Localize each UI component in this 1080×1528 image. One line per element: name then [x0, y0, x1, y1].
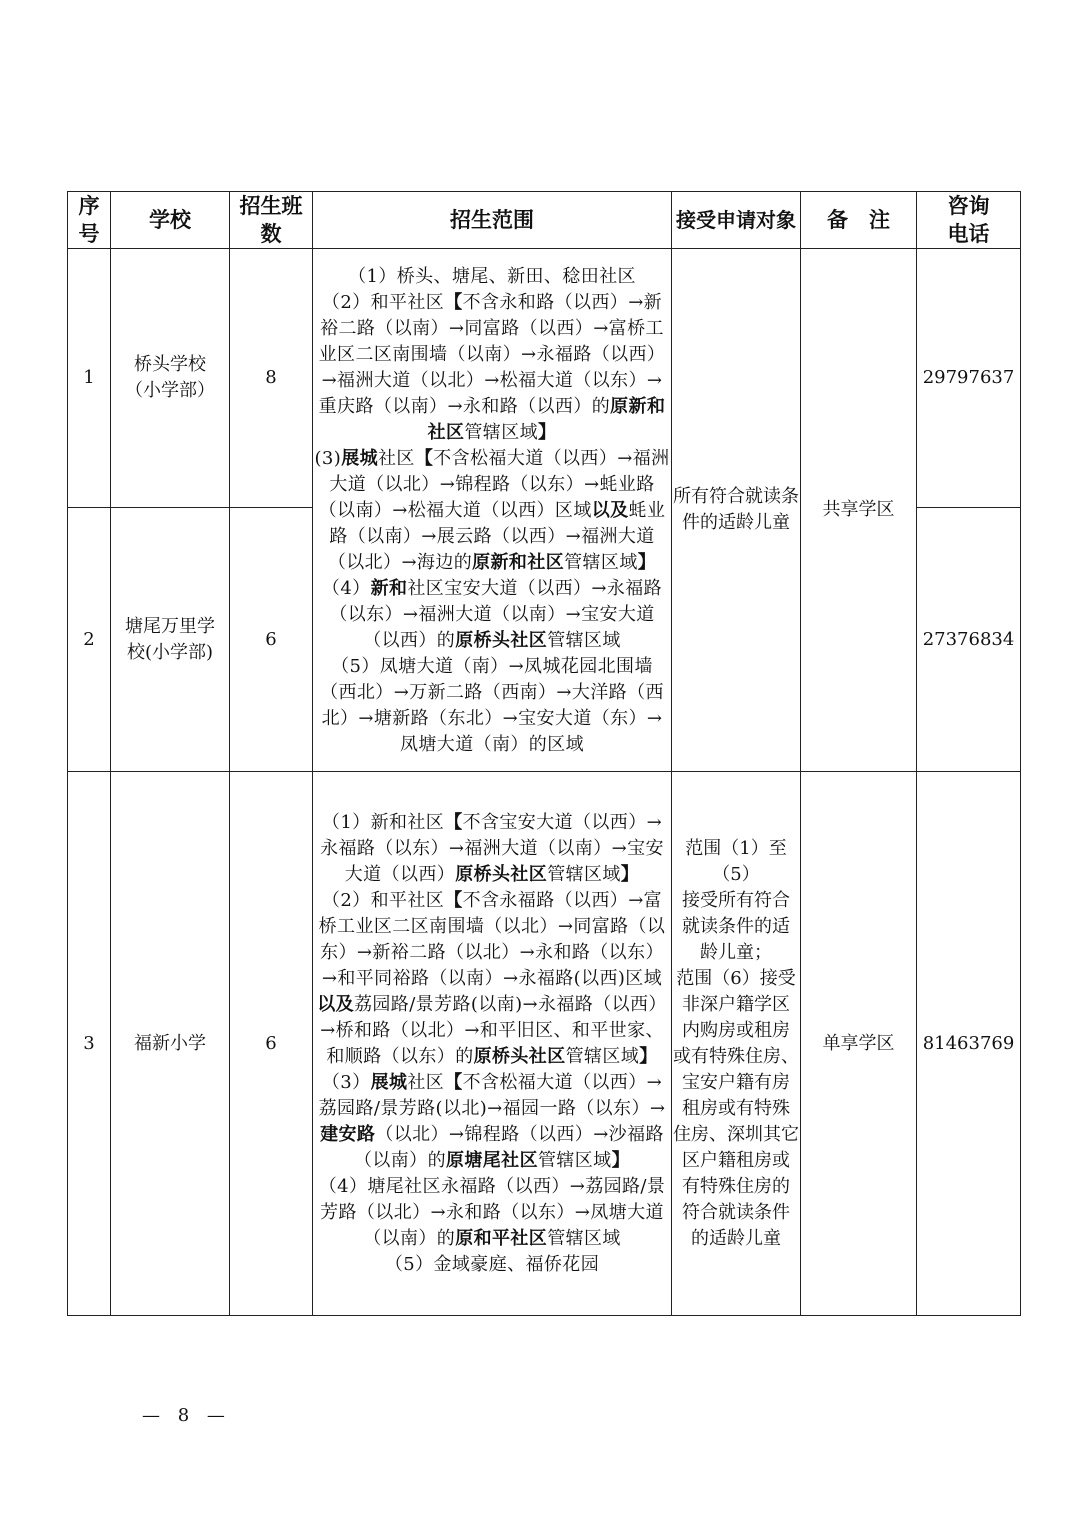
range-item: （4）塘尾社区永福路（以西）→荔园路/景芳路（以北）→永和路（以东）→凤塘大道（以南）的原和平社区管辖区域 [318, 1176, 666, 1249]
range-item: （2）和平社区【不含永和路（以西）→新裕二路（以南）→同富路（以西）→富桥工业区二区南围墙（以南）→永福路（以西）→福洲大道（以北）→松福大道（以东）→重庆路（以南）→永和路（以西）的原新和社区管辖区域】 [318, 291, 666, 443]
seq-cell: 3 [68, 772, 111, 1316]
header-row [68, 192, 1021, 249]
classes-cell: 6 [230, 772, 313, 1316]
phone-cell: 81463769 [917, 772, 1021, 1316]
header-school: 学校 [111, 192, 230, 249]
table-row [68, 249, 1021, 508]
school-cell: 福新小学 [111, 772, 230, 1316]
header-target: 接受申请对象 [672, 192, 801, 249]
seq-cell: 1 [68, 249, 111, 508]
range-item: （3）展城社区【不含松福大道（以西）→荔园路/景芳路(以北)→福园一路（以东）→建安路（以北）→锦程路（以西）→沙福路（以南）的原塘尾社区管辖区域】 [318, 1072, 666, 1171]
target-cell-single: 范围（1）至（5） 接受所有符合 就读条件的适 龄儿童； 范围（6）接受 非深户籍学区 内购房或租房 或有特殊住房、 宝安户籍有房 租房或有特殊 住房、深圳其它 区户籍租房或 有特殊住房的 符合就读条件 的适龄儿童 [672, 772, 801, 1316]
range-cell-shared [313, 249, 672, 772]
target-cell-shared: 所有符合就读条 件的适龄儿童 [672, 249, 801, 772]
phone-cell: 29797637 [917, 249, 1021, 508]
remark-cell-shared: 共享学区 [801, 249, 917, 772]
header-remark: 备 注 [801, 192, 917, 249]
range-item: （4）新和社区宝安大道（以西）→永福路（以东）→福洲大道（以南）→宝安大道（以西）的原桥头社区管辖区域 [321, 577, 663, 651]
header-classes: 招生班 数 [230, 192, 313, 249]
range-item: （2）和平社区【不含永福路（以西）→富桥工业区二区南围墙（以北）→同富路（以东）→新裕二路（以北）→永和路（以东）→和平同裕路（以南）→永福路(以西)区域以及荔园路/景芳路(以南)→永福路（以西）→桥和路（以北）→和平旧区、和平世家、和顺路（以东）的原桥头社区管辖区域】 [317, 890, 667, 1067]
range-item: (3)展城社区【不含松福大道（以西）→福洲大道（以北）→锦程路（以东）→蚝业路（以南）→松福大道（以西）区域以及蚝业路（以南）→展云路（以西）→福洲大道（以北）→海边的原新和社区管辖区域】 [314, 447, 670, 573]
range-cell-single [313, 772, 672, 1316]
seq-cell: 2 [68, 508, 111, 772]
classes-cell: 8 [230, 249, 313, 508]
range-item: （1）桥头、塘尾、新田、稔田社区 [348, 265, 636, 287]
remark-cell-single: 单享学区 [801, 772, 917, 1316]
range-item: （5）凤塘大道（南）→凤城花园北围墙（西北）→万新二路（西南）→大洋路（西北）→塘新路（东北）→宝安大道（东）→凤塘大道（南）的区域 [320, 655, 664, 755]
school-cell: 桥头学校 （小学部） [111, 249, 230, 508]
header-range: 招生范围 [313, 192, 672, 249]
classes-cell: 6 [230, 508, 313, 772]
phone-cell: 27376834 [917, 508, 1021, 772]
range-item: （1）新和社区【不含宝安大道（以西）→永福路（以东）→福洲大道（以南）→宝安大道（以西）原桥头社区管辖区域】 [320, 812, 664, 885]
range-item: （5）金域豪庭、福侨花园 [384, 1254, 600, 1275]
header-phone: 咨询 电话 [917, 192, 1021, 249]
page-number: — 8 — [142, 1405, 231, 1426]
enrollment-table [67, 191, 1021, 1316]
table-row [68, 772, 1021, 1316]
header-seq: 序 号 [68, 192, 111, 249]
school-cell: 塘尾万里学 校(小学部) [111, 508, 230, 772]
